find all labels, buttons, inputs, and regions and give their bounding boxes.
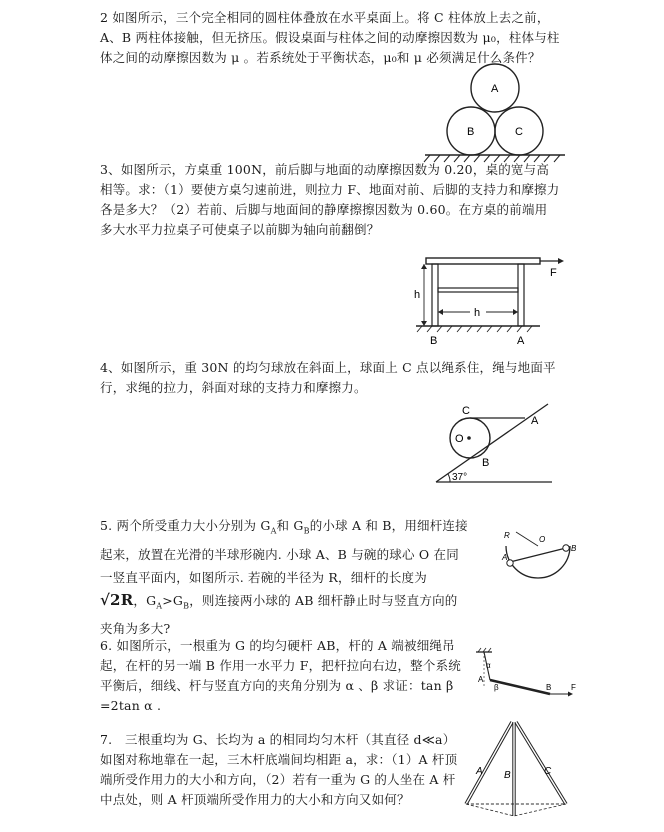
problem-5-text <box>100 514 470 640</box>
p5-part-c: 的小球 A 和 B，用细杆连接起来，放置在光滑的半球形碗内. 小球 A、B 与碗的球心 O 在同一竖直平面内，如图所示. 若碗的半径为 R，细杆的长度为 <box>100 518 468 585</box>
label-a: A <box>476 766 483 777</box>
label-beta: β <box>494 683 499 692</box>
problem-5-figure <box>498 524 578 580</box>
label-b: B <box>430 335 438 346</box>
label-f: F <box>550 267 557 279</box>
p5-sub-b2: B <box>183 601 190 610</box>
p5-sub-b1: B <box>303 526 310 536</box>
problem-3-figure <box>410 252 570 346</box>
label-h-horizontal: h <box>474 307 481 319</box>
problem-4-figure <box>430 400 555 486</box>
label-c: C <box>462 405 470 417</box>
label-o: O <box>455 433 464 445</box>
label-r: R <box>504 531 510 540</box>
label-b: B <box>571 544 577 553</box>
p5-part-d: ，G <box>133 592 157 608</box>
label-b: B <box>546 683 552 692</box>
label-b: B <box>467 126 475 138</box>
label-a: A <box>502 553 508 562</box>
problem-2-text: 2 如图所示，三个完全相同的圆柱体叠放在水平桌面上。将 C 柱体放上去之前，A、B 两柱体接触，但无挤压。假设桌面与柱体之间的动摩擦因数为 μ₀，柱体与柱体之间的动摩擦因数为 μ 。若系统处于平衡状态，μ₀和 μ 必须满足什么条件？ <box>100 10 560 65</box>
problem-6-text: 6. 如图所示，一根重为 G 的均匀硬杆 AB，杆的 A 端被细绳吊起，在杆的另一端 B 作用一水平力 F，把杆拉向右边，整个系统平衡后，细线、杆与竖直方向的夹角分别为 α 、β 求证：tan β =2tan α . <box>100 638 461 713</box>
p5-sqrt-length: √2R <box>100 590 134 609</box>
label-h-vertical: h <box>414 289 421 301</box>
label-a: A <box>531 415 539 427</box>
problem-7-figure <box>456 716 576 822</box>
p5-part-e: >G <box>162 592 184 608</box>
label-a: A <box>491 83 499 95</box>
p5-part-b: 和 G <box>276 518 304 533</box>
p5-sub-a1: A <box>270 526 277 536</box>
label-b: B <box>482 457 490 469</box>
label-a: A <box>517 335 525 346</box>
label-angle: 37° <box>452 472 468 483</box>
label-f: F <box>571 683 576 692</box>
label-c: C <box>515 126 523 138</box>
problem-4-text: 4、如图所示，重 30N 的均匀球放在斜面上，球面上 C 点以绳系住，绳与地面平行，求绳的拉力，斜面对球的支持力和摩擦力。 <box>100 360 556 395</box>
label-c: C <box>544 766 552 777</box>
p5-part-a: 5. 两个所受重力大小分别为 G <box>100 518 271 533</box>
label-o: O <box>539 535 546 544</box>
label-b: B <box>504 770 511 781</box>
problem-7-text: 7. 三根重均为 G、长均为 a 的相同均匀木杆（其直径 d≪a）如图对称地靠在一起，三木杆底端间均相距 a，求：（1）A 杆顶端所受作用力的大小和方向，（2）若有一重为 G 的人坐在 A 杆中点处，则 A 杆顶端所受作用力的大小和方向又如何？ <box>100 732 458 807</box>
problem-6-figure <box>472 646 582 704</box>
p5-part-f: ，则连接两小球的 AB 细杆静止时与竖直方向的夹角为多大? <box>100 592 458 636</box>
p5-sub-a2: A <box>156 601 163 610</box>
label-alpha: α <box>486 661 491 670</box>
problem-3-text: 3、如图所示，方桌重 100N，前后脚与地面的动摩擦因数为 0.20，桌的宽与高相等。求：（1）要使方桌匀速前进，则拉力 F、地面对前、后脚的支持力和摩擦力各是多大？（2）若前、后脚与地面间的静摩擦擦因数为 0.60。在方桌的前端用多大水平力拉桌子可使桌子以前脚为轴向前翻倒？ <box>100 162 560 237</box>
label-a: A <box>478 675 484 684</box>
problem-2-figure <box>420 62 570 166</box>
